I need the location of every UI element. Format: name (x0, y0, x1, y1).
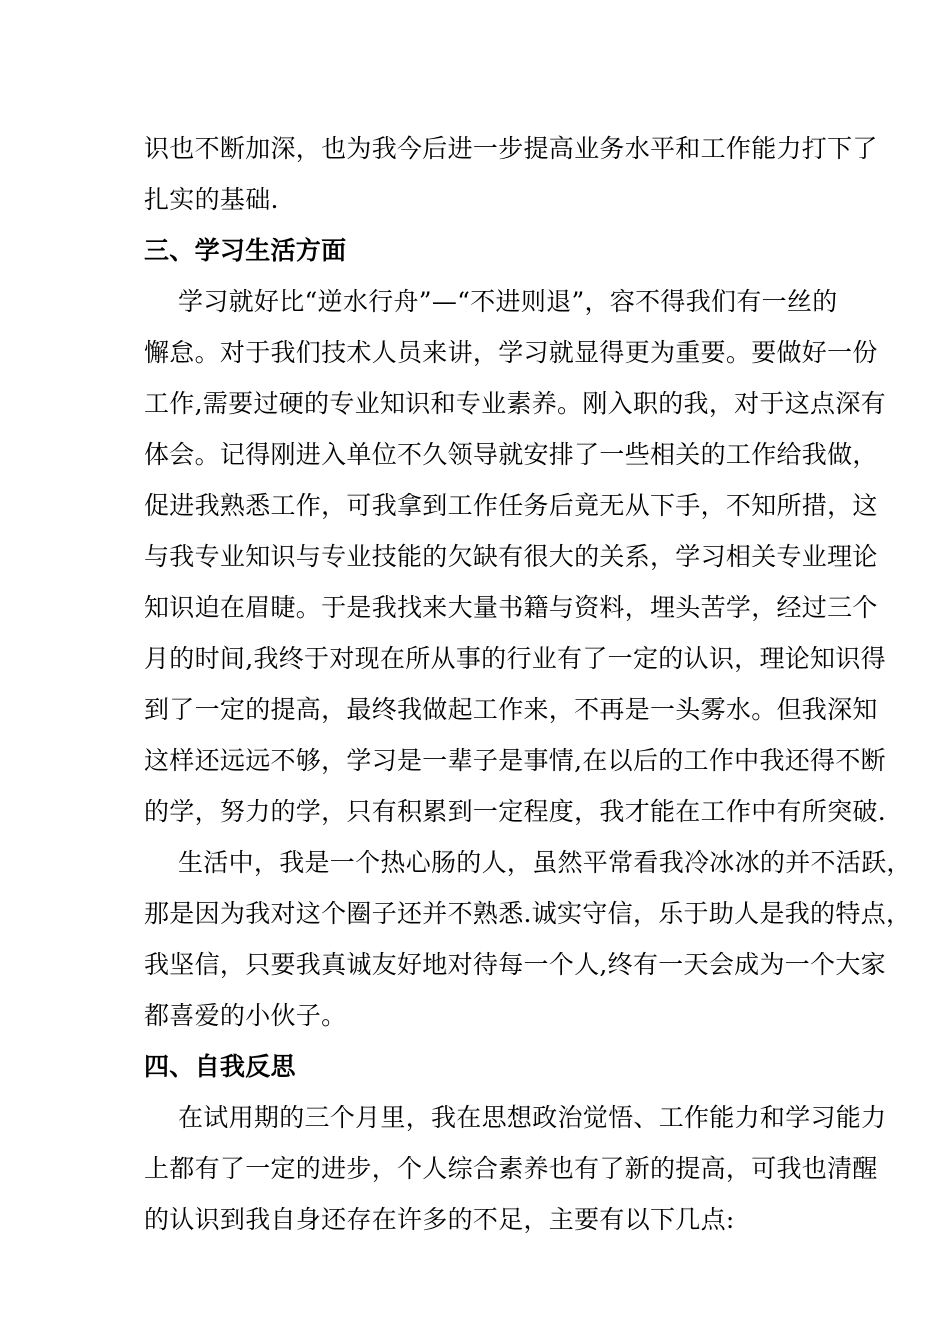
paragraph-line: 在试用期的三个月里，我在思想政治觉悟、工作能力和学习能力 (178, 1103, 887, 1132)
paragraph-line: 与我专业知识与专业技能的欠缺有很大的关系，学习相关专业理论 (144, 542, 878, 571)
paragraph-line: 的学，努力的学，只有积累到一定程度，我才能在工作中有所突破. (144, 797, 886, 826)
paragraph-line: 这样还远远不够，学习是一辈子是事情,在以后的工作中我还得不断 (144, 746, 886, 775)
paragraph-line: 知识迫在眉睫。于是我找来大量书籍与资料，埋头苦学，经过三个 (144, 593, 878, 622)
section-heading-study-life: 三、学习生活方面 (144, 236, 347, 265)
paragraph-line: 我坚信，只要我真诚友好地对待每一个人,终有一天会成为一个大家 (144, 950, 886, 979)
paragraph-line: 体会。记得刚进入单位不久领导就安排了一些相关的工作给我做， (144, 440, 878, 469)
paragraph-line: 懈怠。对于我们技术人员来讲，学习就显得更为重要。要做好一份 (144, 338, 878, 367)
paragraph-line: 都喜爱的小伙子。 (144, 1001, 347, 1030)
paragraph-line: 促进我熟悉工作，可我拿到工作任务后竟无从下手，不知所措，这 (144, 491, 878, 520)
paragraph-line: 到了一定的提高，最终我做起工作来，不再是一头雾水。但我深知 (144, 695, 878, 724)
paragraph-line: 上都有了一定的进步，个人综合素养也有了新的提高，可我也清醒 (144, 1154, 878, 1183)
paragraph-line: 扎实的基础. (144, 185, 279, 214)
paragraph-line: 工作,需要过硬的专业知识和专业素养。刚入职的我，对于这点深有 (144, 389, 886, 418)
paragraph-line: 那是因为我对这个圈子还并不熟悉.诚实守信，乐于助人是我的特点， (144, 899, 912, 928)
paragraph-line: 生活中，我是一个热心肠的人，虽然平常看我冷冰冰的并不活跃， (178, 848, 912, 877)
paragraph-line: 学习就好比“逆水行舟”—“不进则退”，容不得我们有一丝的 (178, 287, 838, 316)
section-heading-self-reflection: 四、自我反思 (144, 1052, 296, 1081)
paragraph-line: 识也不断加深，也为我今后进一步提高业务水平和工作能力打下了 (144, 134, 878, 163)
paragraph-line: 月的时间,我终于对现在所从事的行业有了一定的认识，理论知识得 (144, 644, 886, 673)
paragraph-line: 的认识到我自身还存在许多的不足，主要有以下几点: (144, 1205, 735, 1234)
